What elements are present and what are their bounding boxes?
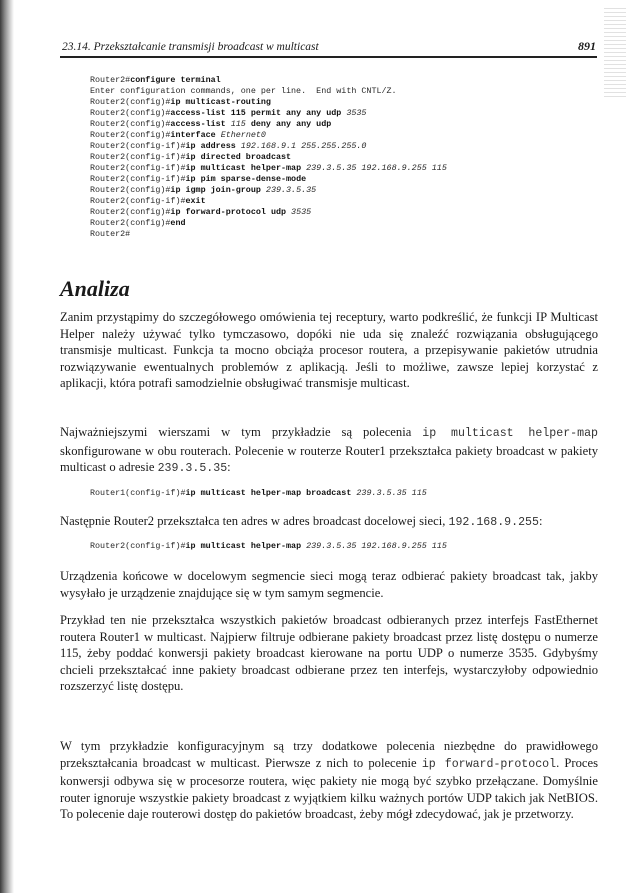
code-line: Router2(config)#interface Ethernet0 bbox=[90, 130, 266, 140]
paragraph-end-devices: Urządzenia końcowe w docelowym segmencie sieci mogą teraz odbierać pakiety broadcast tak, jakby wysyłało je urządzenie znajdujące się w tym samym segmencie. bbox=[60, 569, 598, 600]
router1-helper-map-command: Router1(config-if)#ip multicast helper-map broadcast 239.3.5.35 115 bbox=[90, 488, 427, 498]
paragraph-forward-protocol: W tym przykładzie konfiguracyjnym są trzy dodatkowe polecenia niezbędne do prawidłowego przekształcania broadcast w multicast. Pierwsze z nich to polecenie ip forward-protocol. Proces konwersji odbywa się w procesorze routera, więc pakiety nie mogą być szybko przełączane. Domyślnie router ignoruje wszystkie pakiety broadcast z wyjątkiem kilku ważnych portów UDP takich jak NetBIOS. To polecenie daje routerowi dostęp do pakietów broadcast, żeby mógł zdecydować, jak je przetworzy. bbox=[60, 739, 598, 821]
code-line: Enter configuration commands, one per line. End with CNTL/Z. bbox=[90, 86, 397, 96]
code-line: Router2(config)#ip igmp join-group 239.3.5.35 bbox=[90, 185, 317, 195]
code-line: Router2(config)#ip forward-protocol udp 3535 bbox=[90, 207, 312, 217]
paragraph-helper-map: Najważniejszymi wierszami w tym przykładzie są polecenia ip multicast helper-map skonfigurowane w obu routerach. Polecenie w routerze Router1 przekształca pakiety broadcast w pakiety multicast o adresie 239.3.5.35: bbox=[60, 425, 598, 475]
paragraph-intro: Zanim przystąpimy do szczegółowego omówienia tej receptury, warto podkreślić, że funkcji IP Multicast Helper należy używać tylko tymczasowo, dopóki nie uda się znaleźć rozwiązania obsługującego transmisje multicast. Funkcja ta mocno obciąża procesor routera, a przepisywanie pakietów utrudnia rozwiązywanie ewentualnych problemów z aplikacją. Jeśli to możliwe, zawsze lepiej korzystać z aplikacji, która potrafi samodzielnie obsługiwać transmisje multicast. bbox=[60, 310, 598, 390]
code-line: Router2(config-if)#ip pim sparse-dense-mode bbox=[90, 174, 307, 184]
code-line: Router2(config)#end bbox=[90, 218, 186, 228]
code-line: Router2# bbox=[90, 229, 131, 239]
code-line: Router2(config)#access-list 115 permit any any udp 3535 bbox=[90, 108, 367, 118]
code-line: Router2(config-if)#ip address 192.168.9.1 255.255.255.0 bbox=[90, 141, 367, 151]
section-heading: Analiza bbox=[60, 276, 130, 301]
paragraph-router2: Następnie Router2 przekształca ten adres w adres broadcast docelowej sieci, 192.168.9.255: bbox=[60, 514, 543, 529]
header-rule bbox=[60, 56, 597, 58]
page-number: 891 bbox=[578, 39, 596, 53]
router2-helper-map-command: Router2(config-if)#ip multicast helper-map 239.3.5.35 192.168.9.255 115 bbox=[90, 541, 447, 551]
code-line: Router2(config-if)#exit bbox=[90, 196, 206, 206]
code-line: Router2#configure terminal bbox=[90, 75, 221, 85]
code-line: Router2(config-if)#ip multicast helper-map 239.3.5.35 192.168.9.255 115 bbox=[90, 163, 447, 173]
running-header bbox=[62, 39, 596, 54]
paragraph-access-list: Przykład ten nie przekształca wszystkich pakietów broadcast odbieranych przez interfejs FastEthernet routera Router1 w multicast. Najpierw filtruje odbierane pakiety broadcast przez listę dostępu o numerze 115, żeby poddać konwersji pakiety broadcast kierowane na portu UDP o numerze 3535. Gdybyśmy chcieli przekształcać inne pakiety broadcast odbierane przez ten interfejs, wystarczyłoby odpowiednio rozszerzyć listę dostępu. bbox=[60, 613, 598, 693]
page-binding-shadow bbox=[0, 0, 14, 893]
router2-config-listing bbox=[90, 75, 447, 240]
code-line: Router2(config)#access-list 115 deny any any udp bbox=[90, 119, 332, 129]
code-line: Router2(config)#ip multicast-routing bbox=[90, 97, 271, 107]
code-line: Router2(config-if)#ip directed broadcast bbox=[90, 152, 292, 162]
chapter-section-title: 23.14. Przekształcanie transmisji broadcast w multicast bbox=[62, 41, 319, 53]
scan-edge-marks bbox=[604, 8, 626, 98]
